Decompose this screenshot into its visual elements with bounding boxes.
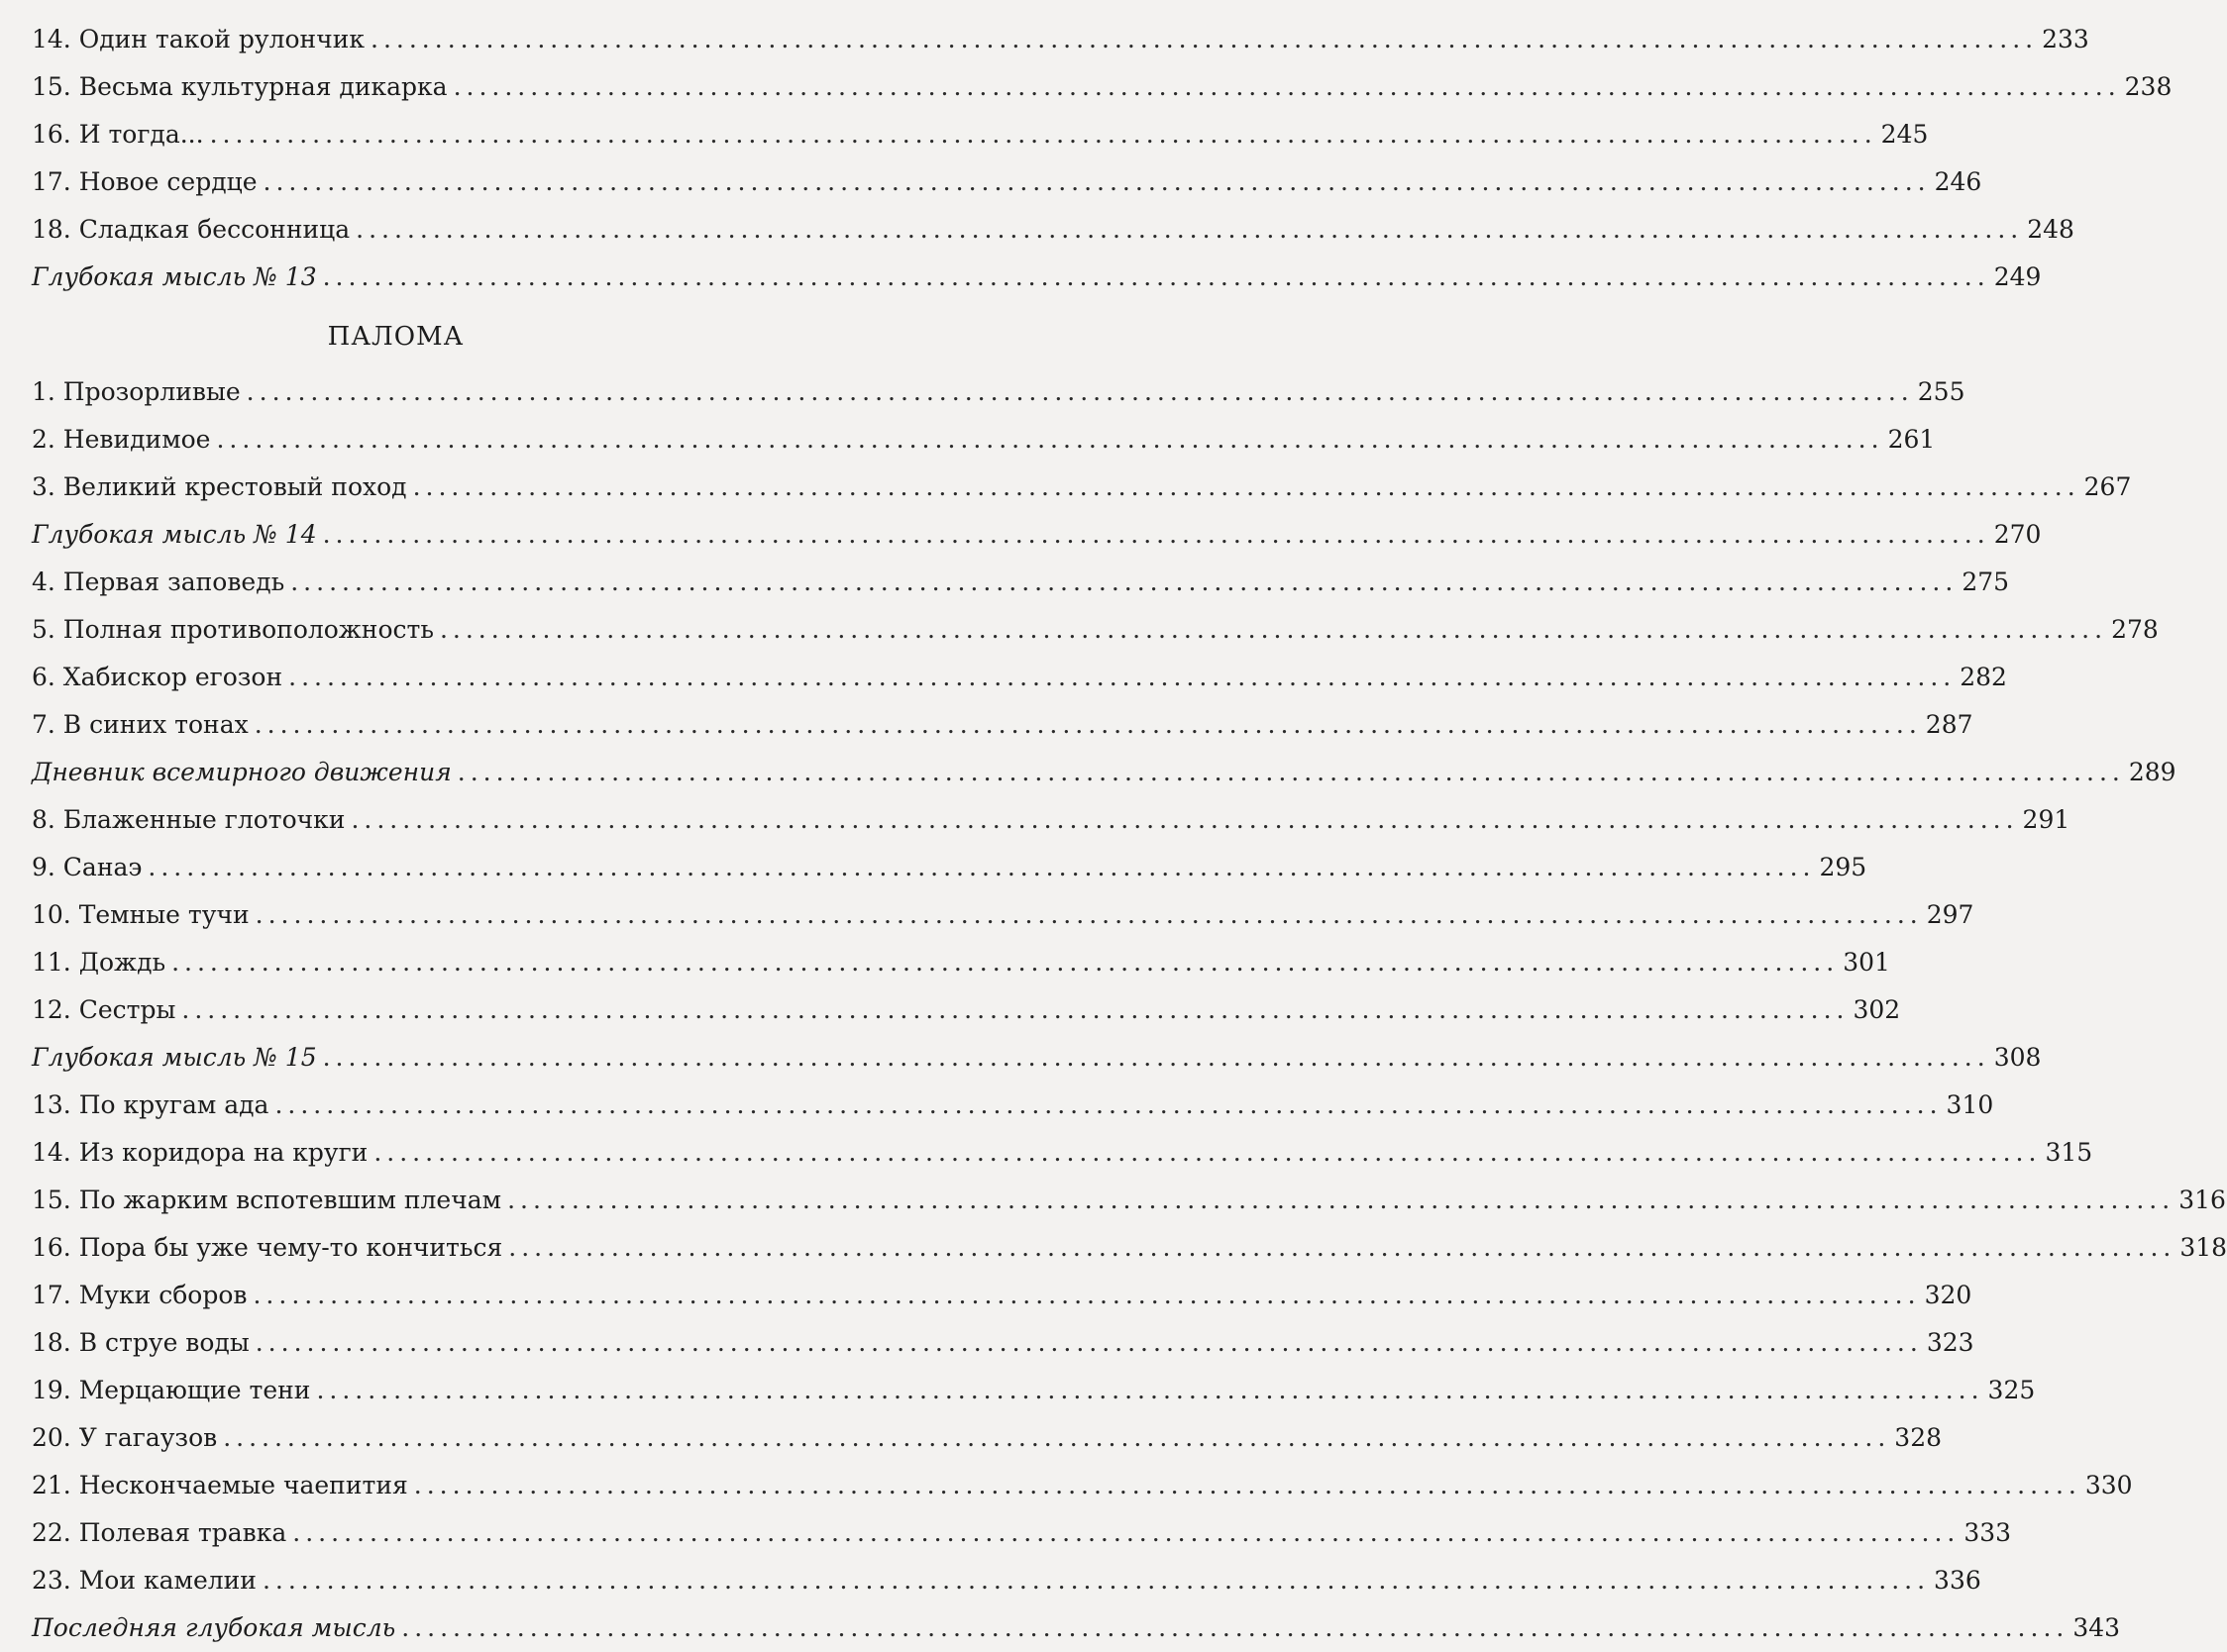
toc-entry xyxy=(32,1177,2226,1224)
toc-entry-title: 14. Один такой рулончик xyxy=(32,25,366,53)
dot-leader xyxy=(256,891,1923,939)
toc-entry xyxy=(32,511,2042,559)
toc-entry xyxy=(32,1319,1974,1367)
toc-entry-page-number: 301 xyxy=(1843,948,1890,977)
dot-leader xyxy=(323,1034,1990,1082)
toc-entry-title: 22. Полевая травка xyxy=(32,1518,287,1547)
toc-entry-page-number: 343 xyxy=(2072,1613,2121,1642)
toc-entry xyxy=(32,891,1974,939)
dot-leader xyxy=(371,16,2038,63)
toc-entry xyxy=(32,158,1982,206)
toc-entry-page-number: 275 xyxy=(1962,568,2010,596)
toc-entry-title: 5. Полная противоположность xyxy=(32,615,434,644)
toc-entry xyxy=(32,749,2176,796)
toc-entry-title: 15. Весьма культурная дикарка xyxy=(32,72,448,101)
toc-entry-title: Глубокая мысль № 13 xyxy=(32,262,317,291)
toc-entry-page-number: 289 xyxy=(2128,758,2176,786)
toc-entry-page-number: 270 xyxy=(1993,520,2042,549)
dot-leader xyxy=(458,749,2125,796)
dot-leader xyxy=(223,1414,1890,1462)
dot-leader xyxy=(414,1462,2081,1509)
table-of-contents-top xyxy=(32,16,2173,301)
toc-entry xyxy=(32,1224,2227,1272)
toc-entry-title: 19. Мерцающие тени xyxy=(32,1376,311,1404)
toc-entry xyxy=(32,1557,1981,1604)
dot-leader xyxy=(253,1272,1920,1319)
dot-leader xyxy=(210,111,1877,158)
toc-entry xyxy=(32,368,1965,416)
toc-entry-page-number: 278 xyxy=(2111,615,2159,644)
toc-entry-title: 1. Прозорливые xyxy=(32,377,241,406)
toc-entry-page-number: 336 xyxy=(1934,1566,1981,1595)
toc-entry-page-number: 330 xyxy=(2084,1471,2133,1499)
toc-entry-title: 13. По кругам ада xyxy=(32,1090,269,1119)
toc-entry-title: 17. Новое сердце xyxy=(32,167,258,196)
toc-entry-title: 18. В струе воды xyxy=(32,1328,250,1357)
toc-entry xyxy=(32,16,2089,63)
toc-entry-page-number: 333 xyxy=(1963,1518,2012,1547)
toc-entry-page-number: 267 xyxy=(2083,472,2132,501)
toc-entry xyxy=(32,796,2070,844)
toc-entry xyxy=(32,1414,1943,1462)
toc-entry-page-number: 248 xyxy=(2027,215,2074,244)
toc-entry-title: 16. И тогда... xyxy=(32,120,204,149)
toc-entry-page-number: 308 xyxy=(1993,1043,2042,1072)
toc-entry xyxy=(32,701,1973,749)
toc-entry xyxy=(32,416,1936,464)
dot-leader xyxy=(274,1082,1942,1129)
toc-entry-page-number: 249 xyxy=(1993,262,2042,291)
dot-leader xyxy=(413,464,2080,511)
toc-entry-page-number: 316 xyxy=(2178,1186,2226,1214)
dot-leader xyxy=(323,254,1990,301)
toc-entry-title: 21. Нескончаемые чаепития xyxy=(32,1471,408,1499)
dot-leader xyxy=(316,1367,1983,1414)
toc-entry xyxy=(32,986,1901,1034)
dot-leader xyxy=(507,1177,2174,1224)
toc-entry-title: 14. Из коридора на круги xyxy=(32,1138,369,1167)
toc-entry-title: 23. Мои камелии xyxy=(32,1566,257,1595)
dot-leader xyxy=(255,701,1922,749)
toc-entry-page-number: 315 xyxy=(2045,1138,2093,1167)
dot-leader xyxy=(356,206,2023,254)
toc-entry-title: 7. В синих тонах xyxy=(32,710,249,739)
toc-entry xyxy=(32,111,1929,158)
toc-entry-page-number: 310 xyxy=(1946,1090,1994,1119)
toc-entry-title: 12. Сестры xyxy=(32,995,176,1024)
toc-entry-page-number: 323 xyxy=(1926,1328,1974,1357)
dot-leader xyxy=(508,1224,2175,1272)
toc-entry-page-number: 238 xyxy=(2124,72,2173,101)
toc-entry xyxy=(32,1604,2121,1652)
toc-entry xyxy=(32,464,2132,511)
toc-entry-title: 6. Хабискор егозон xyxy=(32,663,283,691)
toc-entry xyxy=(32,559,2010,606)
dot-leader xyxy=(290,559,1958,606)
toc-entry xyxy=(32,654,2007,701)
dot-leader xyxy=(171,939,1839,986)
toc-entry xyxy=(32,1082,1994,1129)
toc-entry-title: 2. Невидимое xyxy=(32,425,211,454)
dot-leader xyxy=(401,1604,2068,1652)
toc-entry xyxy=(32,206,2074,254)
toc-entry xyxy=(32,1367,2036,1414)
toc-entry xyxy=(32,1462,2133,1509)
toc-entry-page-number: 282 xyxy=(1960,663,2007,691)
toc-entry-title: 16. Пора бы уже чему-то кончиться xyxy=(32,1233,503,1262)
dot-leader xyxy=(323,511,1990,559)
toc-entry-title: Глубокая мысль № 15 xyxy=(32,1043,317,1072)
toc-entry xyxy=(32,1034,2042,1082)
toc-entry-page-number: 325 xyxy=(1987,1376,2036,1404)
toc-entry xyxy=(32,254,2042,301)
toc-entry-title: 10. Темные тучи xyxy=(32,900,250,929)
toc-entry xyxy=(32,1129,2093,1177)
dot-leader xyxy=(454,63,2121,111)
toc-entry-page-number: 318 xyxy=(2179,1233,2227,1262)
toc-entry-title: 17. Муки сборов xyxy=(32,1281,248,1309)
toc-entry-page-number: 261 xyxy=(1887,425,1936,454)
dot-leader xyxy=(288,654,1956,701)
toc-entry xyxy=(32,63,2173,111)
table-of-contents-section xyxy=(32,368,2227,1652)
toc-entry xyxy=(32,939,1890,986)
section-heading: ПАЛОМА xyxy=(327,322,465,352)
toc-entry-title: 8. Блаженные глоточки xyxy=(32,805,346,834)
dot-leader xyxy=(181,986,1849,1034)
toc-entry-title: Глубокая мысль № 14 xyxy=(32,520,317,549)
toc-entry-page-number: 295 xyxy=(1819,853,1867,881)
toc-entry-title: 11. Дождь xyxy=(32,948,166,977)
toc-entry xyxy=(32,1272,1972,1319)
toc-entry-title: 15. По жарким вспотевшим плечам xyxy=(32,1186,502,1214)
toc-entry-page-number: 233 xyxy=(2042,25,2089,53)
dot-leader xyxy=(263,1557,1930,1604)
toc-entry-page-number: 302 xyxy=(1853,995,1901,1024)
toc-entry xyxy=(32,1509,2012,1557)
toc-entry-title: 18. Сладкая бессонница xyxy=(32,215,351,244)
dot-leader xyxy=(216,416,1883,464)
toc-entry-title: 3. Великий крестовый поход xyxy=(32,472,407,501)
dot-leader xyxy=(256,1319,1923,1367)
toc-entry-page-number: 320 xyxy=(1924,1281,1972,1309)
toc-entry-page-number: 297 xyxy=(1926,900,1974,929)
dot-leader xyxy=(373,1129,2041,1177)
toc-entry-title: 20. У гагаузов xyxy=(32,1423,218,1452)
toc-entry-title: 4. Первая заповедь xyxy=(32,568,285,596)
toc-entry-page-number: 287 xyxy=(1925,710,1973,739)
toc-entry-page-number: 328 xyxy=(1894,1423,1943,1452)
toc-entry-title: Дневник всемирного движения xyxy=(32,758,452,786)
dot-leader xyxy=(440,606,2107,654)
toc-entry xyxy=(32,606,2159,654)
dot-leader xyxy=(292,1509,1960,1557)
toc-entry-title: 9. Санаэ xyxy=(32,853,143,881)
dot-leader xyxy=(264,158,1931,206)
toc-entry-title: Последняя глубокая мысль xyxy=(32,1613,396,1642)
dot-leader xyxy=(351,796,2018,844)
toc-entry xyxy=(32,844,1867,891)
toc-entry-page-number: 246 xyxy=(1934,167,1982,196)
toc-entry-page-number: 291 xyxy=(2022,805,2070,834)
dot-leader xyxy=(148,844,1815,891)
toc-entry-page-number: 255 xyxy=(1917,377,1965,406)
toc-entry-page-number: 245 xyxy=(1880,120,1929,149)
dot-leader xyxy=(247,368,1914,416)
